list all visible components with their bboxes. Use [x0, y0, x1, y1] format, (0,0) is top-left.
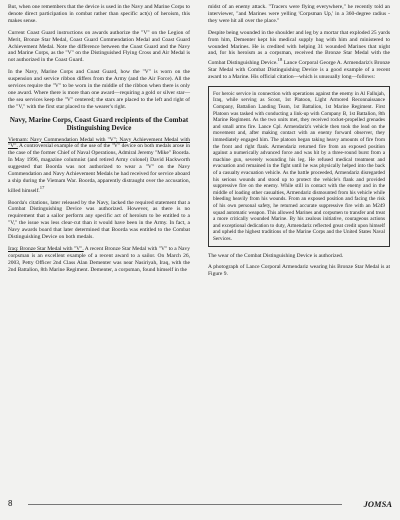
paragraph: But, when one remembers that the device is used in the Navy and Marine Corps to denote direct participation in combat rather than specific act(s) of heroism, this makes sense. [8, 4, 190, 24]
page-footer [8, 499, 392, 517]
paragraph: Current Coast Guard instructions on awards authorize the "V" on the Legion of Merit, Bronze Star Medal, Coast Guard Commendation Medal and Coast Guard Achievement Medal. Note the difference between the Coast Guard and the Navy and Marine Corps, as the "V" on the Distinguished Flying Cross and Air Medal is not authorized in the Coast Guard. [8, 29, 190, 64]
paragraph [208, 30, 390, 81]
subsection-lead: Vietnam: Navy Commendation Medal with "V"; Navy Achievement Medal with "V". [8, 136, 190, 150]
footnote-marker: 18 [277, 57, 283, 63]
left-column [8, 4, 190, 279]
paragraph: In the Navy, Marine Corps and Coast Guard, how the "V" is worn on the suspension and service ribbon differs from the Army (and the Air Force). All the services require the "V" to be worn in the middle of the ribbon when there is only one award. Where there is more than one award—requiring a gold or silver star—the sea services keep the "V" centered; the stars are placed to the left and right of the "V," with the first star placed to the wearer's right. [8, 69, 190, 110]
paragraph [8, 137, 190, 195]
subsection-lead: Iraq: Bronze Star Medal with "V". [8, 246, 84, 253]
footnote-marker: 17 [39, 184, 45, 190]
section-heading: Navy, Marine Corps, Coast Guard recipients of the Combat Distinguishing Device [9, 115, 189, 133]
journal-name: JOMSA [363, 499, 392, 509]
right-column [208, 4, 390, 283]
paragraph-text: Despite being wounded in the shoulder and leg by a mortar that exploded 25 yards from him, Dementer kept his medical supply bag with him and ministered to wounded Marines. He is credited with helping 31 wounded Marines that night and, for his heroism as a corpsman, received the Bronze Star Medal with the Combat Distinguishing Device. [208, 29, 390, 67]
paragraph-text: A recent Bronze Star Medal with "V" to a Navy corpsman is an excellent example of a recent award to a sailor. On March 26, 2003, Petty Officer 2nd Class Alan Dementer was near Nasiriyah, Iraq, with the 2nd Battalion, 8th Marine Regiment. Dementer, a corpsman, found himself in the [8, 246, 190, 273]
paragraph: A photograph of Lance Corporal Armendariz wearing his Bronze Star Medal is at Figure 9. [208, 264, 390, 278]
paragraph-text: A controversial example of the use of the "V" device on both medals arose in the case of the former Chief of Naval Operations, Admiral Jeremy "Mike" Boorda. In May 1996, magazine columnist (and retired Army colonel) David Hackworth suggested that Boorda was not authorized to wear a "V" on the Navy Commendation and Navy Achievement Medals he had received for service aboard a ship during the Vietnam War. Boorda, apparently distraught over the accusation, killed himself. [8, 143, 190, 194]
page-number: 8 [8, 499, 13, 508]
paragraph-text: Lance Corporal George A. Armendariz's Bronze Star Medal with Combat Distinguishing Device is a good example of a recent award to a Marine. His official citation—which is unusually long—follows: [208, 60, 390, 80]
paragraph: The wear of the Combat Distinguishing Device is authorized. [208, 252, 344, 259]
citation-text: For heroic service in connection with operations against the enemy in Al Fallujah, Iraq, while serving as Scout, 1st Platoon, Light Armored Reconnaissance Company, Battalion Landing Team, 1st Battalion, 1st Marine Regiment. First Platoon was tasked with conducting a link-up with Company B, 1st Battalion, 8th Marine Regiment. As the two units met, they received rocket-propelled grenades and small arms fire. Lance Cpl. Armendariz's vehicle then took the lead on the movement and, after making contact with an enemy forward observer, they immediately engaged him. The platoon began taking heavy amounts of fire from the front and right flank. Armendariz returned fire from an exposed position against a numerically advanced force and was hit by a three-round burst from a machine gun, severely wounding his leg. He refused medical treatment and evacuation and remained in the fight until he was physically helped into the back of a casualty evacuation vehicle. As the battle proceeded, Armendariz disregarded his serious wounds and stood up to protect the vehicle's flank and provided suppressive fire on the enemy. While still in contact with the enemy and in the middle of loading other casualties, Armendariz dismounted from his vehicle while bleeding heavily from his wounds. From an exposed position and facing the risk of his own personal safety, he returned accurate suppressive fire with an M249 squad automatic weapon. This allowed Marines and corpsmen to transfer and treat a more critically wounded Marine. By his zealous initiative, courageous actions and exceptional dedication to duty, Armendariz reflected great credit upon himself and upheld the highest traditions of the Marine Corps and the United States Naval Services. [213, 90, 385, 242]
paragraph: midst of an enemy attack. "Tracers were flying everywhere," he recently told an interviewer, "and Marines were yelling 'Corpsman Up,' in a 360-degree radius - they were hit all over the place." [208, 4, 390, 24]
paragraph [8, 246, 190, 274]
citation-box [208, 86, 390, 247]
footer-rule [28, 504, 342, 505]
paragraph: Boorda's citations, later released by the Navy, lacked the required statement that a Combat Distinguishing Device was authorized. However, as there is no requirement that a sailor perform any specific act of heroism to be entitled to a "V," the issue was less clear-cut than it would have been in the Army. In fact, a Navy awards board that later determined that Boorda was entitled to the Combat Distinguishing Device on both medals. [8, 199, 190, 241]
